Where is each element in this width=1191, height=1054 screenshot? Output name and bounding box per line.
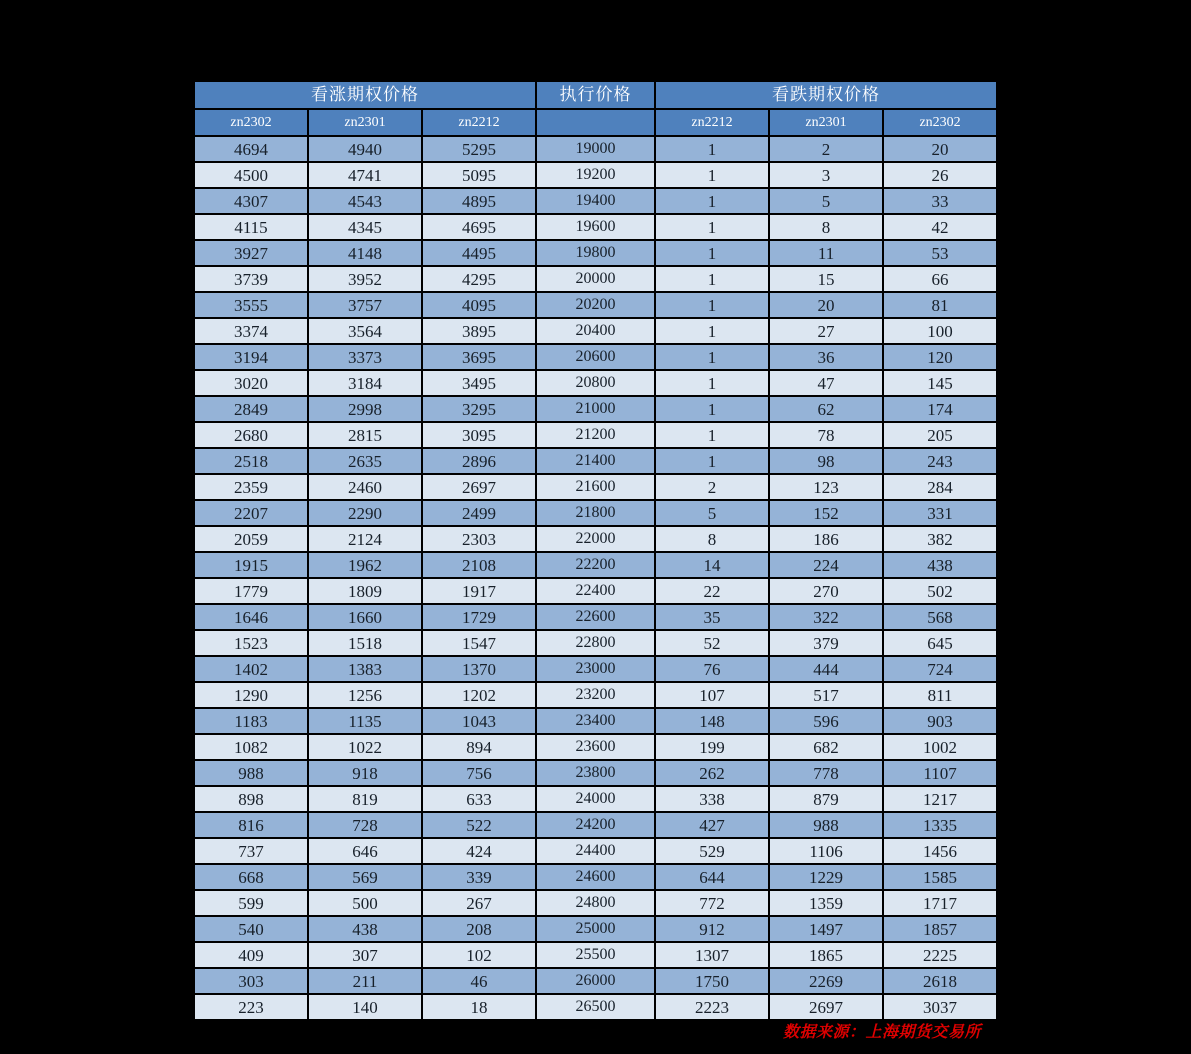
- call-price-cell: 3695: [423, 345, 535, 369]
- strike-price-cell: 24800: [537, 891, 654, 915]
- put-price-cell: 145: [884, 371, 996, 395]
- put-price-cell: 988: [770, 813, 882, 837]
- put-price-cell: 2269: [770, 969, 882, 993]
- put-price-cell: 1: [656, 137, 768, 161]
- call-price-cell: 1290: [195, 683, 307, 707]
- call-price-cell: 267: [423, 891, 535, 915]
- table-row: [195, 475, 996, 499]
- call-price-cell: 1962: [309, 553, 421, 577]
- call-price-cell: 2518: [195, 449, 307, 473]
- put-price-cell: 2: [656, 475, 768, 499]
- put-price-cell: 1: [656, 397, 768, 421]
- call-price-cell: 646: [309, 839, 421, 863]
- put-price-cell: 778: [770, 761, 882, 785]
- call-price-cell: 4741: [309, 163, 421, 187]
- call-price-cell: 4115: [195, 215, 307, 239]
- strike-price-cell: 22800: [537, 631, 654, 655]
- call-price-cell: 4895: [423, 189, 535, 213]
- call-price-cell: 307: [309, 943, 421, 967]
- put-price-cell: 100: [884, 319, 996, 343]
- table-row: [195, 735, 996, 759]
- table-row: [195, 891, 996, 915]
- call-price-cell: 2359: [195, 475, 307, 499]
- call-price-cell: 3757: [309, 293, 421, 317]
- put-price-cell: 1585: [884, 865, 996, 889]
- table-row: [195, 215, 996, 239]
- call-price-cell: 1809: [309, 579, 421, 603]
- put-price-cell: 8: [770, 215, 882, 239]
- call-price-cell: 2059: [195, 527, 307, 551]
- call-price-cell: 46: [423, 969, 535, 993]
- put-price-cell: 3: [770, 163, 882, 187]
- table-row: [195, 787, 996, 811]
- put-price-cell: 53: [884, 241, 996, 265]
- strike-price-cell: 26000: [537, 969, 654, 993]
- call-price-cell: 540: [195, 917, 307, 941]
- call-price-cell: 5295: [423, 137, 535, 161]
- group-header-strike: 执行价格: [537, 82, 654, 108]
- put-price-cell: 11: [770, 241, 882, 265]
- put-price-cell: 33: [884, 189, 996, 213]
- put-price-cell: 2618: [884, 969, 996, 993]
- put-price-cell: 107: [656, 683, 768, 707]
- put-price-cell: 152: [770, 501, 882, 525]
- put-price-cell: 644: [656, 865, 768, 889]
- put-price-cell: 1002: [884, 735, 996, 759]
- put-price-cell: 382: [884, 527, 996, 551]
- call-price-cell: 894: [423, 735, 535, 759]
- strike-price-cell: 25500: [537, 943, 654, 967]
- table-row: [195, 631, 996, 655]
- strike-price-cell: 19000: [537, 137, 654, 161]
- contract-header-empty: [537, 110, 654, 135]
- put-price-cell: 14: [656, 553, 768, 577]
- call-price-cell: 500: [309, 891, 421, 915]
- table-header: [195, 82, 996, 135]
- put-price-cell: 262: [656, 761, 768, 785]
- put-price-cell: 1229: [770, 865, 882, 889]
- call-price-cell: 1256: [309, 683, 421, 707]
- strike-price-cell: 19800: [537, 241, 654, 265]
- call-price-cell: 898: [195, 787, 307, 811]
- put-price-cell: 3037: [884, 995, 996, 1019]
- put-price-cell: 123: [770, 475, 882, 499]
- put-price-cell: 15: [770, 267, 882, 291]
- call-price-cell: 424: [423, 839, 535, 863]
- group-header-put: 看跌期权价格: [656, 82, 996, 108]
- strike-price-cell: 21800: [537, 501, 654, 525]
- strike-price-cell: 20200: [537, 293, 654, 317]
- put-price-cell: 2225: [884, 943, 996, 967]
- put-price-cell: 1107: [884, 761, 996, 785]
- put-price-cell: 1: [656, 293, 768, 317]
- strike-price-cell: 24200: [537, 813, 654, 837]
- strike-price-cell: 19600: [537, 215, 654, 239]
- table-row: [195, 969, 996, 993]
- strike-price-cell: 19200: [537, 163, 654, 187]
- put-price-cell: 811: [884, 683, 996, 707]
- call-price-cell: 2680: [195, 423, 307, 447]
- put-price-cell: 1: [656, 241, 768, 265]
- call-price-cell: 3020: [195, 371, 307, 395]
- call-price-cell: 1660: [309, 605, 421, 629]
- put-price-cell: 5: [656, 501, 768, 525]
- put-price-cell: 78: [770, 423, 882, 447]
- call-price-cell: 3374: [195, 319, 307, 343]
- put-price-cell: 568: [884, 605, 996, 629]
- put-price-cell: 682: [770, 735, 882, 759]
- put-price-cell: 1497: [770, 917, 882, 941]
- call-price-cell: 4940: [309, 137, 421, 161]
- put-price-cell: 1359: [770, 891, 882, 915]
- put-price-cell: 338: [656, 787, 768, 811]
- call-price-cell: 3895: [423, 319, 535, 343]
- call-price-cell: 2499: [423, 501, 535, 525]
- put-price-cell: 438: [884, 553, 996, 577]
- table-row: [195, 683, 996, 707]
- table-row: [195, 371, 996, 395]
- call-price-cell: 1383: [309, 657, 421, 681]
- call-price-cell: 988: [195, 761, 307, 785]
- table-row: [195, 189, 996, 213]
- call-price-cell: 1915: [195, 553, 307, 577]
- call-price-cell: 18: [423, 995, 535, 1019]
- table-row: [195, 241, 996, 265]
- call-price-cell: 3095: [423, 423, 535, 447]
- put-price-cell: 66: [884, 267, 996, 291]
- strike-price-cell: 23600: [537, 735, 654, 759]
- contract-header-zn2302-6: zn2302: [884, 110, 996, 135]
- call-price-cell: 4500: [195, 163, 307, 187]
- put-price-cell: 26: [884, 163, 996, 187]
- call-price-cell: 4295: [423, 267, 535, 291]
- put-price-cell: 645: [884, 631, 996, 655]
- call-price-cell: 599: [195, 891, 307, 915]
- table-row: [195, 449, 996, 473]
- put-price-cell: 8: [656, 527, 768, 551]
- put-price-cell: 2: [770, 137, 882, 161]
- call-price-cell: 3564: [309, 319, 421, 343]
- strike-price-cell: 22600: [537, 605, 654, 629]
- call-price-cell: 2896: [423, 449, 535, 473]
- contract-header-zn2301-5: zn2301: [770, 110, 882, 135]
- contract-header-zn2212-4: zn2212: [656, 110, 768, 135]
- call-price-cell: 339: [423, 865, 535, 889]
- put-price-cell: 903: [884, 709, 996, 733]
- call-price-cell: 1082: [195, 735, 307, 759]
- table-row: [195, 319, 996, 343]
- call-price-cell: 438: [309, 917, 421, 941]
- put-price-cell: 76: [656, 657, 768, 681]
- call-price-cell: 4095: [423, 293, 535, 317]
- contract-header-row: [195, 110, 996, 135]
- contract-header-zn2301-1: zn2301: [309, 110, 421, 135]
- call-price-cell: 4307: [195, 189, 307, 213]
- table-row: [195, 293, 996, 317]
- put-price-cell: 148: [656, 709, 768, 733]
- strike-price-cell: 21400: [537, 449, 654, 473]
- strike-price-cell: 25000: [537, 917, 654, 941]
- put-price-cell: 1: [656, 215, 768, 239]
- put-price-cell: 81: [884, 293, 996, 317]
- table-row: [195, 839, 996, 863]
- put-price-cell: 517: [770, 683, 882, 707]
- put-price-cell: 1: [656, 371, 768, 395]
- call-price-cell: 756: [423, 761, 535, 785]
- table-row: [195, 605, 996, 629]
- call-price-cell: 2998: [309, 397, 421, 421]
- table-row: [195, 995, 996, 1019]
- call-price-cell: 4495: [423, 241, 535, 265]
- put-price-cell: 199: [656, 735, 768, 759]
- put-price-cell: 1: [656, 267, 768, 291]
- put-price-cell: 427: [656, 813, 768, 837]
- call-price-cell: 2697: [423, 475, 535, 499]
- put-price-cell: 1: [656, 163, 768, 187]
- strike-price-cell: 23200: [537, 683, 654, 707]
- strike-price-cell: 20000: [537, 267, 654, 291]
- table-row: [195, 267, 996, 291]
- put-price-cell: 1456: [884, 839, 996, 863]
- strike-price-cell: 20800: [537, 371, 654, 395]
- call-price-cell: 5095: [423, 163, 535, 187]
- call-price-cell: 816: [195, 813, 307, 837]
- strike-price-cell: 24400: [537, 839, 654, 863]
- strike-price-cell: 24000: [537, 787, 654, 811]
- table-row: [195, 553, 996, 577]
- call-price-cell: 3927: [195, 241, 307, 265]
- call-price-cell: 211: [309, 969, 421, 993]
- put-price-cell: 35: [656, 605, 768, 629]
- call-price-cell: 2303: [423, 527, 535, 551]
- call-price-cell: 728: [309, 813, 421, 837]
- source-note: 数据来源：上海期货交易所: [783, 1022, 982, 1041]
- put-price-cell: 20: [884, 137, 996, 161]
- call-price-cell: 4148: [309, 241, 421, 265]
- call-price-cell: 303: [195, 969, 307, 993]
- strike-price-cell: 23800: [537, 761, 654, 785]
- call-price-cell: 4543: [309, 189, 421, 213]
- contract-header-zn2302-0: zn2302: [195, 110, 307, 135]
- table-row: [195, 709, 996, 733]
- call-price-cell: 102: [423, 943, 535, 967]
- strike-price-cell: 21200: [537, 423, 654, 447]
- put-price-cell: 2223: [656, 995, 768, 1019]
- table-row: [195, 813, 996, 837]
- strike-price-cell: 20600: [537, 345, 654, 369]
- put-price-cell: 224: [770, 553, 882, 577]
- put-price-cell: 379: [770, 631, 882, 655]
- strike-price-cell: 21000: [537, 397, 654, 421]
- call-price-cell: 1729: [423, 605, 535, 629]
- strike-price-cell: 21600: [537, 475, 654, 499]
- strike-price-cell: 22400: [537, 579, 654, 603]
- call-price-cell: 208: [423, 917, 535, 941]
- strike-price-cell: 23400: [537, 709, 654, 733]
- call-price-cell: 1043: [423, 709, 535, 733]
- strike-price-cell: 24600: [537, 865, 654, 889]
- put-price-cell: 1857: [884, 917, 996, 941]
- call-price-cell: 1547: [423, 631, 535, 655]
- table-row: [195, 137, 996, 161]
- put-price-cell: 205: [884, 423, 996, 447]
- put-price-cell: 284: [884, 475, 996, 499]
- put-price-cell: 724: [884, 657, 996, 681]
- call-price-cell: 569: [309, 865, 421, 889]
- put-price-cell: 120: [884, 345, 996, 369]
- call-price-cell: 1917: [423, 579, 535, 603]
- call-price-cell: 819: [309, 787, 421, 811]
- put-price-cell: 1335: [884, 813, 996, 837]
- call-price-cell: 1202: [423, 683, 535, 707]
- call-price-cell: 2815: [309, 423, 421, 447]
- call-price-cell: 3184: [309, 371, 421, 395]
- option-price-table: [193, 80, 998, 1021]
- call-price-cell: 918: [309, 761, 421, 785]
- put-price-cell: 5: [770, 189, 882, 213]
- table-row: [195, 345, 996, 369]
- table-row: [195, 163, 996, 187]
- put-price-cell: 20: [770, 293, 882, 317]
- put-price-cell: 174: [884, 397, 996, 421]
- put-price-cell: 1865: [770, 943, 882, 967]
- table-row: [195, 501, 996, 525]
- call-price-cell: 1779: [195, 579, 307, 603]
- call-price-cell: 2460: [309, 475, 421, 499]
- call-price-cell: 2849: [195, 397, 307, 421]
- put-price-cell: 1750: [656, 969, 768, 993]
- call-price-cell: 3194: [195, 345, 307, 369]
- put-price-cell: 1: [656, 449, 768, 473]
- strike-price-cell: 26500: [537, 995, 654, 1019]
- call-price-cell: 668: [195, 865, 307, 889]
- call-price-cell: 4695: [423, 215, 535, 239]
- call-price-cell: 1523: [195, 631, 307, 655]
- call-price-cell: 409: [195, 943, 307, 967]
- put-price-cell: 52: [656, 631, 768, 655]
- contract-header-zn2212-2: zn2212: [423, 110, 535, 135]
- call-price-cell: 2290: [309, 501, 421, 525]
- table-body: [195, 137, 996, 1019]
- call-price-cell: 2124: [309, 527, 421, 551]
- put-price-cell: 596: [770, 709, 882, 733]
- call-price-cell: 3373: [309, 345, 421, 369]
- call-price-cell: 3952: [309, 267, 421, 291]
- call-price-cell: 1183: [195, 709, 307, 733]
- call-price-cell: 633: [423, 787, 535, 811]
- call-price-cell: 1402: [195, 657, 307, 681]
- table-row: [195, 397, 996, 421]
- put-price-cell: 27: [770, 319, 882, 343]
- call-price-cell: 4345: [309, 215, 421, 239]
- strike-price-cell: 22200: [537, 553, 654, 577]
- put-price-cell: 322: [770, 605, 882, 629]
- put-price-cell: 1307: [656, 943, 768, 967]
- strike-price-cell: 20400: [537, 319, 654, 343]
- put-price-cell: 1217: [884, 787, 996, 811]
- put-price-cell: 1: [656, 423, 768, 447]
- put-price-cell: 42: [884, 215, 996, 239]
- call-price-cell: 3495: [423, 371, 535, 395]
- put-price-cell: 243: [884, 449, 996, 473]
- table-row: [195, 527, 996, 551]
- call-price-cell: 2108: [423, 553, 535, 577]
- call-price-cell: 3295: [423, 397, 535, 421]
- put-price-cell: 879: [770, 787, 882, 811]
- strike-price-cell: 23000: [537, 657, 654, 681]
- call-price-cell: 2207: [195, 501, 307, 525]
- put-price-cell: 2697: [770, 995, 882, 1019]
- call-price-cell: 1022: [309, 735, 421, 759]
- put-price-cell: 502: [884, 579, 996, 603]
- call-price-cell: 737: [195, 839, 307, 863]
- put-price-cell: 98: [770, 449, 882, 473]
- call-price-cell: 223: [195, 995, 307, 1019]
- put-price-cell: 331: [884, 501, 996, 525]
- call-price-cell: 1646: [195, 605, 307, 629]
- put-price-cell: 1: [656, 189, 768, 213]
- table-row: [195, 865, 996, 889]
- call-price-cell: 1370: [423, 657, 535, 681]
- put-price-cell: 270: [770, 579, 882, 603]
- put-price-cell: 47: [770, 371, 882, 395]
- put-price-cell: 1106: [770, 839, 882, 863]
- put-price-cell: 1717: [884, 891, 996, 915]
- put-price-cell: 1: [656, 319, 768, 343]
- call-price-cell: 1135: [309, 709, 421, 733]
- put-price-cell: 1: [656, 345, 768, 369]
- table-row: [195, 917, 996, 941]
- table-row: [195, 423, 996, 447]
- call-price-cell: 140: [309, 995, 421, 1019]
- group-header-call: 看涨期权价格: [195, 82, 535, 108]
- call-price-cell: 522: [423, 813, 535, 837]
- table-row: [195, 943, 996, 967]
- put-price-cell: 912: [656, 917, 768, 941]
- put-price-cell: 444: [770, 657, 882, 681]
- put-price-cell: 529: [656, 839, 768, 863]
- put-price-cell: 772: [656, 891, 768, 915]
- call-price-cell: 4694: [195, 137, 307, 161]
- put-price-cell: 22: [656, 579, 768, 603]
- strike-price-cell: 19400: [537, 189, 654, 213]
- call-price-cell: 3555: [195, 293, 307, 317]
- call-price-cell: 2635: [309, 449, 421, 473]
- call-price-cell: 1518: [309, 631, 421, 655]
- strike-price-cell: 22000: [537, 527, 654, 551]
- put-price-cell: 186: [770, 527, 882, 551]
- group-header-row: [195, 82, 996, 108]
- table-row: [195, 657, 996, 681]
- table-row: [195, 761, 996, 785]
- put-price-cell: 62: [770, 397, 882, 421]
- table-row: [195, 579, 996, 603]
- put-price-cell: 36: [770, 345, 882, 369]
- call-price-cell: 3739: [195, 267, 307, 291]
